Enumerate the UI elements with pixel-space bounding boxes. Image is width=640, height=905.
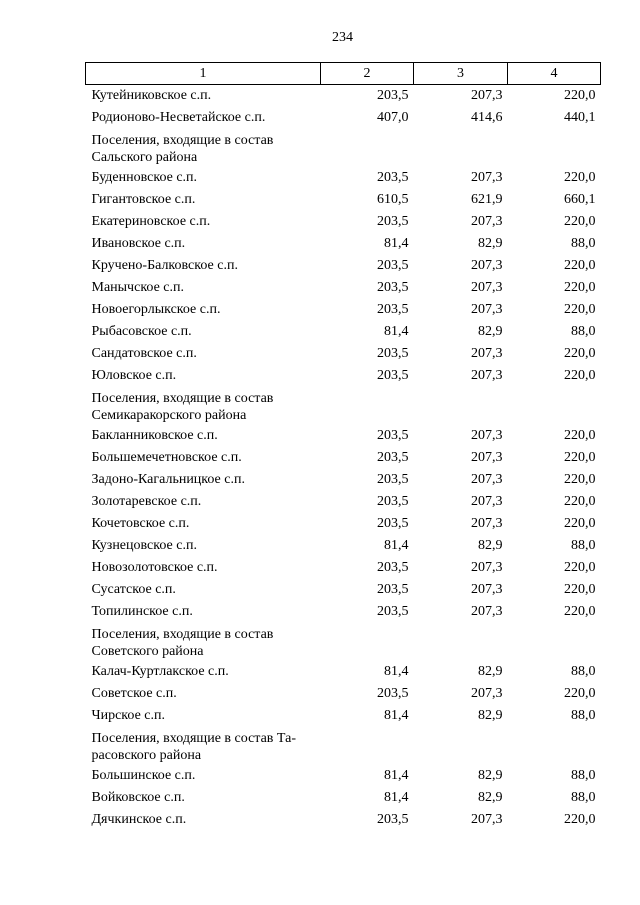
value-column-4: 220,0	[564, 472, 596, 487]
value-column-4: 88,0	[571, 324, 596, 339]
value-column-3: 207,3	[471, 368, 503, 383]
value-column-2: 203,5	[377, 258, 409, 273]
value-column-2: 203,5	[377, 280, 409, 295]
value-column-2: 203,5	[377, 428, 409, 443]
value-column-3: 207,3	[471, 812, 503, 827]
settlement-name: Новоегорлыкское с.п.	[91, 302, 221, 317]
table-row	[86, 365, 601, 387]
settlement-name: Родионово-Несветайское с.п.	[91, 110, 266, 125]
table-row	[86, 579, 601, 601]
value-column-2: 203,5	[377, 450, 409, 465]
value-column-2: 203,5	[377, 472, 409, 487]
value-column-2: 203,5	[377, 686, 409, 701]
value-column-4: 220,0	[564, 516, 596, 531]
settlement-name: Кутейниковское с.п.	[91, 88, 212, 103]
value-column-3: 82,9	[478, 538, 503, 553]
value-column-2: 203,5	[377, 214, 409, 229]
settlement-name: Буденновское с.п.	[91, 170, 198, 185]
value-column-4: 220,0	[564, 214, 596, 229]
group-heading-row	[86, 623, 601, 661]
value-column-2: 81,4	[384, 768, 409, 783]
value-column-3: 207,3	[471, 472, 503, 487]
value-column-2: 203,5	[377, 604, 409, 619]
group-heading-row	[86, 727, 601, 765]
value-column-4: 88,0	[571, 664, 596, 679]
table-row	[86, 535, 601, 557]
table-row	[86, 189, 601, 211]
table-row	[86, 425, 601, 447]
value-column-4: 220,0	[564, 494, 596, 509]
value-column-3: 207,3	[471, 88, 503, 103]
value-column-2: 203,5	[377, 494, 409, 509]
value-column-3: 82,9	[478, 664, 503, 679]
settlement-name: Юловское с.п.	[91, 368, 177, 383]
table-body	[86, 85, 601, 832]
table-header	[86, 63, 601, 85]
value-column-2: 81,4	[384, 664, 409, 679]
table-row	[86, 277, 601, 299]
group-heading-line: Советского района	[91, 644, 204, 659]
group-heading-row	[86, 129, 601, 167]
group-heading-line: Поселения, входящие в состав	[91, 391, 274, 406]
table-row	[86, 765, 601, 787]
value-column-3: 207,3	[471, 170, 503, 185]
table-row	[86, 513, 601, 535]
settlement-name: Золотаревское с.п.	[91, 494, 202, 509]
table-row	[86, 469, 601, 491]
settlement-name: Чирское с.п.	[91, 708, 165, 723]
value-column-4: 440,1	[564, 110, 596, 125]
value-column-4: 220,0	[564, 302, 596, 317]
value-column-4: 220,0	[564, 170, 596, 185]
value-column-3: 621,9	[471, 192, 503, 207]
value-column-4: 220,0	[564, 368, 596, 383]
value-column-3: 207,3	[471, 346, 503, 361]
table-row	[86, 167, 601, 189]
value-column-4: 88,0	[571, 708, 596, 723]
group-heading-line: Поселения, входящие в состав Та-	[91, 731, 296, 746]
settlement-name: Кузнецовское с.п.	[91, 538, 197, 553]
value-column-2: 610,5	[377, 192, 409, 207]
value-column-3: 82,9	[478, 324, 503, 339]
settlement-name: Кочетовское с.п.	[91, 516, 190, 531]
settlement-name: Большемечетновское с.п.	[91, 450, 242, 465]
value-column-3: 207,3	[471, 516, 503, 531]
table-row	[86, 557, 601, 579]
value-column-4: 660,1	[564, 192, 596, 207]
value-column-4: 88,0	[571, 790, 596, 805]
table-row	[86, 809, 601, 831]
table-row	[86, 299, 601, 321]
value-column-2: 203,5	[377, 560, 409, 575]
table-row	[86, 661, 601, 683]
value-column-2: 81,4	[384, 538, 409, 553]
settlement-name: Задоно-Кагальницкое с.п.	[91, 472, 245, 487]
settlement-name: Советское с.п.	[91, 686, 177, 701]
value-column-3: 207,3	[471, 604, 503, 619]
value-column-4: 220,0	[564, 450, 596, 465]
settlement-name: Кручено-Балковское с.п.	[91, 258, 238, 273]
settlement-name: Рыбасовское с.п.	[91, 324, 192, 339]
table-row	[86, 255, 601, 277]
value-column-2: 203,5	[377, 170, 409, 185]
group-heading	[86, 727, 601, 765]
value-column-3: 207,3	[471, 494, 503, 509]
value-column-3: 207,3	[471, 302, 503, 317]
value-column-2: 203,5	[377, 516, 409, 531]
value-column-4: 88,0	[571, 236, 596, 251]
group-heading	[86, 129, 601, 167]
value-column-3: 82,9	[478, 790, 503, 805]
value-column-3: 207,3	[471, 428, 503, 443]
settlement-name: Ивановское с.п.	[91, 236, 186, 251]
group-heading-line: расовского района	[91, 748, 202, 763]
value-column-3: 82,9	[478, 236, 503, 251]
value-column-3: 207,3	[471, 560, 503, 575]
settlement-name: Сусатское с.п.	[91, 582, 176, 597]
value-column-2: 81,4	[384, 236, 409, 251]
table-row	[86, 601, 601, 623]
table-row	[86, 107, 601, 129]
column-header-1: 1	[86, 63, 321, 85]
column-header-3: 3	[414, 63, 508, 85]
value-column-4: 88,0	[571, 768, 596, 783]
settlement-name: Сандатовское с.п.	[91, 346, 197, 361]
value-column-3: 82,9	[478, 708, 503, 723]
table-row	[86, 85, 601, 108]
value-column-3: 207,3	[471, 582, 503, 597]
value-column-4: 88,0	[571, 538, 596, 553]
value-column-4: 220,0	[564, 258, 596, 273]
table-row	[86, 683, 601, 705]
group-heading-line: Поселения, входящие в состав	[91, 627, 274, 642]
value-column-2: 203,5	[377, 302, 409, 317]
group-heading-line: Сальского района	[91, 150, 198, 165]
value-column-2: 203,5	[377, 812, 409, 827]
settlement-name: Манычское с.п.	[91, 280, 184, 295]
table-row	[86, 233, 601, 255]
value-column-4: 220,0	[564, 812, 596, 827]
settlement-name: Бакланниковское с.п.	[91, 428, 218, 443]
value-column-2: 203,5	[377, 368, 409, 383]
group-heading-row	[86, 387, 601, 425]
value-column-4: 220,0	[564, 604, 596, 619]
value-column-4: 220,0	[564, 346, 596, 361]
settlement-name: Войковское с.п.	[91, 790, 185, 805]
value-column-2: 81,4	[384, 324, 409, 339]
group-heading	[86, 623, 601, 661]
settlement-name: Топилинское с.п.	[91, 604, 193, 619]
settlement-name: Большинское с.п.	[91, 768, 196, 783]
value-column-4: 220,0	[564, 428, 596, 443]
value-column-4: 220,0	[564, 88, 596, 103]
settlement-name: Калач-Куртлакское с.п.	[91, 664, 229, 679]
value-column-4: 220,0	[564, 280, 596, 295]
value-column-3: 207,3	[471, 450, 503, 465]
value-column-2: 81,4	[384, 790, 409, 805]
settlement-name: Дячкинское с.п.	[91, 812, 187, 827]
table-row	[86, 705, 601, 727]
value-column-4: 220,0	[564, 686, 596, 701]
settlement-name: Гигантовское с.п.	[91, 192, 196, 207]
group-heading-line: Семикаракорского района	[91, 408, 247, 423]
group-heading	[86, 387, 601, 425]
table-row	[86, 211, 601, 233]
table-row	[86, 447, 601, 469]
value-column-3: 414,6	[471, 110, 503, 125]
value-column-3: 207,3	[471, 686, 503, 701]
value-column-2: 203,5	[377, 88, 409, 103]
value-column-4: 220,0	[564, 560, 596, 575]
value-column-2: 203,5	[377, 346, 409, 361]
table-row	[86, 491, 601, 513]
value-column-2: 203,5	[377, 582, 409, 597]
table-row	[86, 321, 601, 343]
value-column-3: 82,9	[478, 768, 503, 783]
value-column-3: 207,3	[471, 214, 503, 229]
value-column-2: 407,0	[377, 110, 409, 125]
allocation-table	[85, 62, 601, 831]
settlement-name: Екатериновское с.п.	[91, 214, 211, 229]
group-heading-line: Поселения, входящие в состав	[91, 133, 274, 148]
table-row	[86, 787, 601, 809]
column-header-4: 4	[508, 63, 601, 85]
table-row	[86, 343, 601, 365]
column-header-2: 2	[321, 63, 414, 85]
settlement-name: Новозолотовское с.п.	[91, 560, 218, 575]
page-number: 234	[332, 30, 353, 45]
header-row	[86, 63, 601, 85]
value-column-3: 207,3	[471, 258, 503, 273]
value-column-3: 207,3	[471, 280, 503, 295]
value-column-2: 81,4	[384, 708, 409, 723]
value-column-4: 220,0	[564, 582, 596, 597]
